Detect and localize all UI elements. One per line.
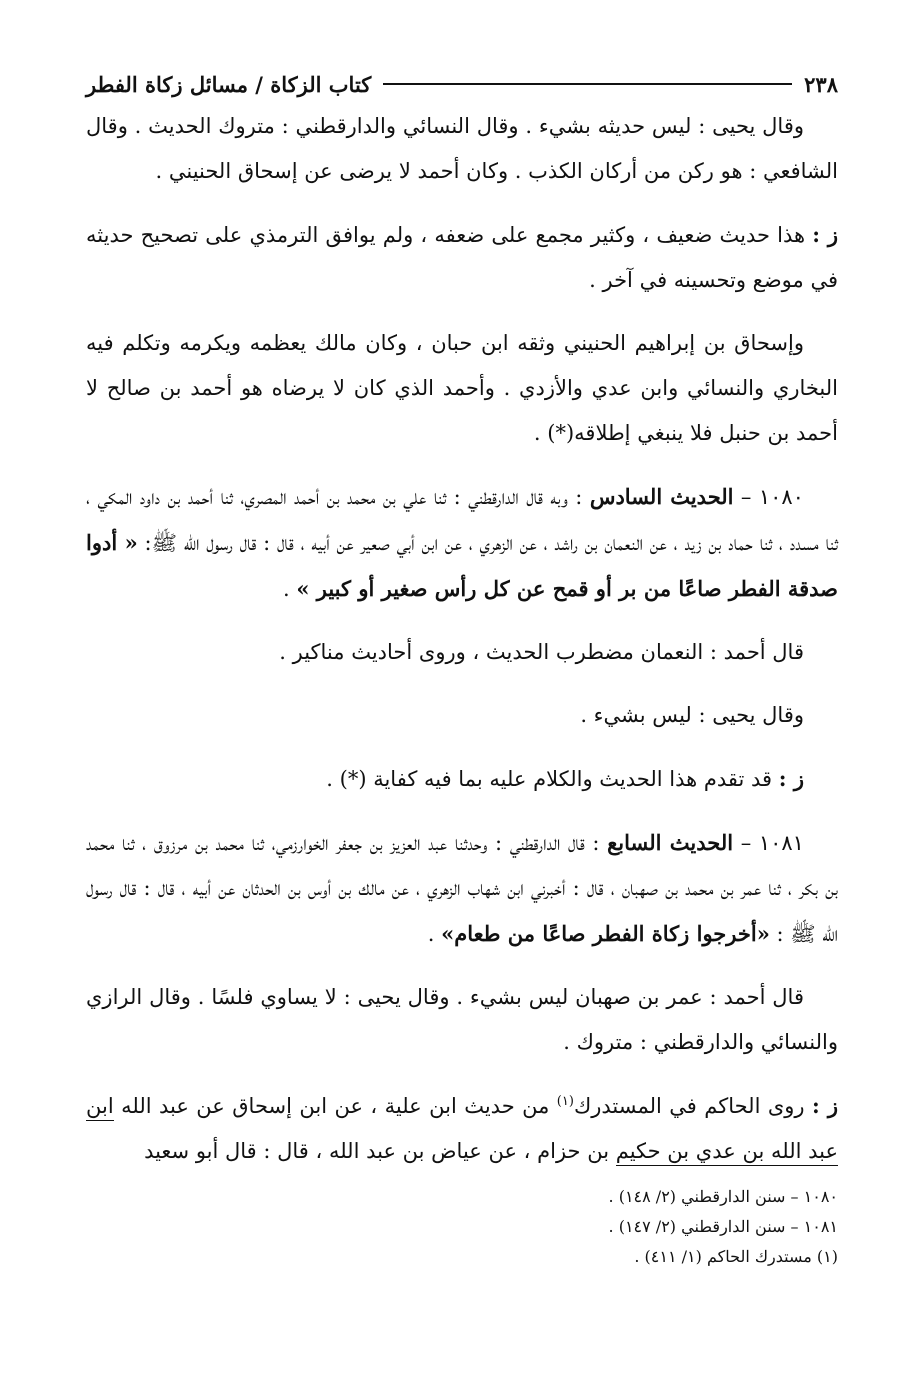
- footnote-1081: ١٠٨١ – سنن الدارقطني (٢/ ١٤٧) .: [608, 1217, 838, 1236]
- paragraph-yahya-nasai: [86, 104, 838, 194]
- z-mark: ز :: [778, 766, 804, 791]
- paragraph-ishaq-hunaini: [86, 321, 838, 456]
- footnotes: [86, 1182, 838, 1272]
- hadith-number: ١٠٨١ –: [740, 831, 804, 855]
- paragraph-text: وقال يحيى : ليس حديثه بشيء . وقال النسائي والدارقطني : متروك الحديث . وقال الشافعي : هو ركن من أركان الكذب . وكان أحمد لا يرضى عن إسحاق الحنيني .: [86, 114, 838, 183]
- footnote-1080: ١٠٨٠ – سنن الدارقطني (٢/ ١٤٨) .: [608, 1187, 838, 1206]
- hadith-isnad: : قال الدارقطني : وحدثنا عبد العزيز بن جعفر الخوارزمي، ثنا محمد بن مرزوق ، ثنا محمد بن بكر ، ثنا عمر بن محمد بن صهبان ، قال : أخبرني ابن شهاب الزهري ، عن مالك بن أوس بن الحدثان عن أبيه ، قال : قال رسول الله ﷺ :: [86, 831, 838, 946]
- paragraph-text: من حديث ابن علية ، عن ابن إسحاق عن عبد الله: [121, 1094, 550, 1118]
- paragraph-text: قال أحمد : عمر بن صهبان ليس بشيء . وقال يحيى : لا يساوي فلسًا . وقال الرازي والنسائي والدارقطني : متروك .: [86, 985, 838, 1054]
- paragraph-text: وقال يحيى : ليس بشيء .: [580, 703, 804, 727]
- footnote-1: (١) مستدرك الحاكم (١/ ٤١١) .: [634, 1247, 838, 1266]
- hadith-title: الحديث السابع: [607, 830, 734, 855]
- paragraph-yahya-short: [86, 693, 838, 738]
- page-header: [86, 64, 838, 104]
- paragraph-ahmad-numan: [86, 630, 838, 675]
- paragraph-text: قد تقدم هذا الحديث والكلام عليه بما فيه كفاية (*) .: [326, 767, 773, 791]
- hadith-title: الحديث السادس: [589, 484, 734, 509]
- paragraph-text: قال أحمد : النعمان مضطرب الحديث ، وروى أحاديث مناكير .: [279, 640, 804, 664]
- z-mark: ز :: [812, 222, 838, 247]
- page-body: [86, 104, 838, 1174]
- paragraph-ahmad-umar: [86, 975, 838, 1065]
- hadith-isnad: : وبه قال الدارقطني : ثنا علي بن محمد بن أحمد المصري، ثنا أحمد بن داود المكي ، ثنا مسدد ، ثنا حماد بن زيد ، عن النعمان بن راشد ، عن الزهري ، عن ابن أبي صعير عن أبيه ، قال : قال رسول الله ﷺ:: [86, 485, 838, 555]
- paragraph-z-hakim: [86, 1083, 838, 1174]
- footnote-ref[interactable]: (١): [556, 1094, 574, 1109]
- running-title: كتاب الزكاة / مسائل زكاة الفطر: [86, 71, 372, 97]
- hadith-matn: «أخرجوا زكاة الفطر صاعًا من طعام»: [441, 921, 770, 946]
- hadith-end: .: [282, 577, 290, 601]
- paragraph-text: روى الحاكم في المستدرك: [573, 1094, 805, 1118]
- hadith-number: ١٠٨٠ –: [740, 485, 804, 509]
- hadith-end: .: [427, 922, 435, 946]
- hadith-1081: [86, 820, 838, 957]
- header-rule: [383, 83, 792, 85]
- paragraph-text: هذا حديث ضعيف ، وكثير مجمع على ضعفه ، ولم يوافق الترمذي على تصحيح حديثه في موضع وتحسينه في آخر .: [86, 223, 838, 292]
- paragraph-text: وإسحاق بن إبراهيم الحنيني وثقه ابن حبان ، وكان مالك يعظمه ويكرمه وتكلم فيه البخاري والنسائي وابن عدي والأزدي . وأحمد الذي كان لا يرضاه هو أحمد بن صالح لا أحمد بن حنبل فلا ينبغي إطلاقه(*) .: [86, 331, 838, 445]
- hadith-1080: [86, 474, 838, 612]
- paragraph-z-weak-hadith: [86, 212, 838, 303]
- hadith-matn: « أدوا صدقة الفطر صاعًا من بر أو قمح عن كل رأس صغير أو كبير »: [86, 530, 838, 601]
- paragraph-z-previous: [86, 756, 838, 802]
- underlined-name: ابن عبد الله بن عدي بن حكيم: [86, 1094, 838, 1166]
- paragraph-text: بن حزام ، عن عياض بن عبد الله ، قال : قال أبو سعيد: [144, 1139, 610, 1163]
- z-mark: ز :: [812, 1093, 838, 1118]
- page-number: ٢٣٨: [804, 71, 838, 97]
